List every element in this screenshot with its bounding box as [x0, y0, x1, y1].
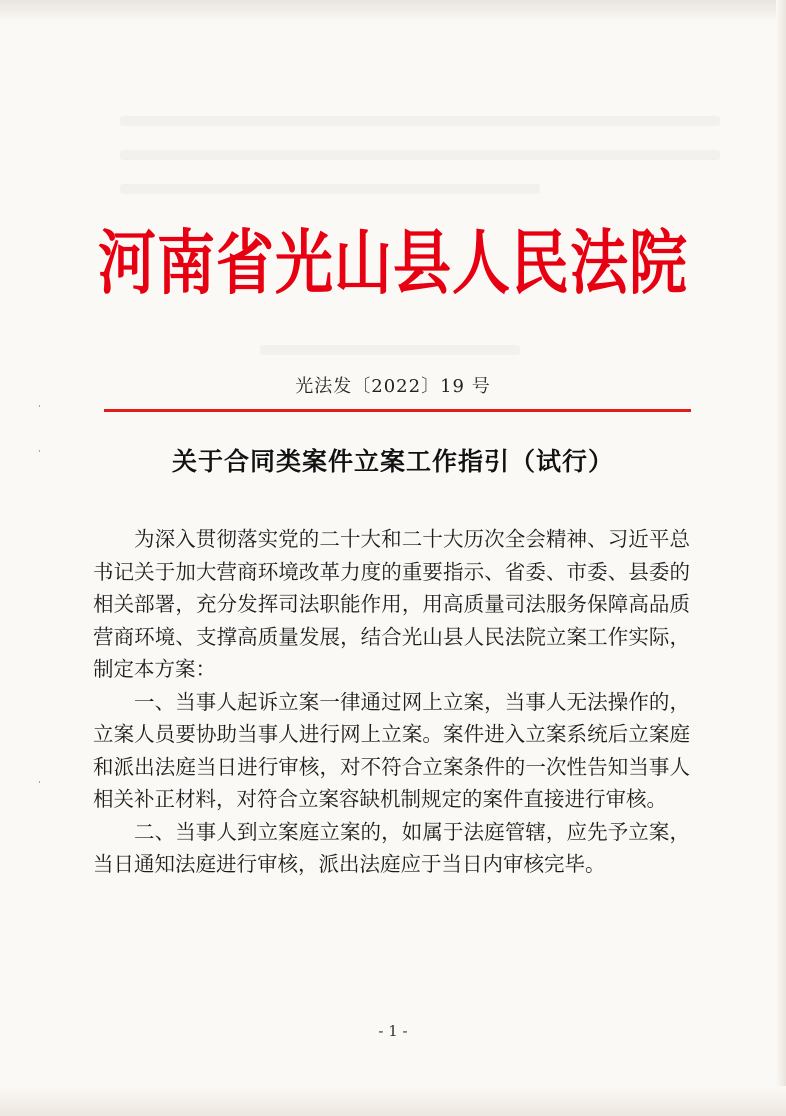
scan-edge-right — [776, 0, 786, 1116]
scan-edge-top — [0, 0, 786, 22]
margin-mark: · — [38, 402, 41, 412]
margin-mark: · — [38, 778, 41, 788]
bleed-through-line — [120, 184, 540, 194]
page-number: - 1 - — [378, 1022, 408, 1040]
body-paragraph-intro: 为深入贯彻落实党的二十大和二十大历次全会精神、习近平总书记关于加大营商环境改革力度的重要指示、省委、市委、县委的相关部署，充分发挥司法职能作用，用高质量司法服务保障高品质营商环境、支撑高质量发展，结合光山县人民法院立案工作实际，制定本方案： — [93, 527, 690, 681]
scan-edge-bottom — [0, 1086, 786, 1116]
bleed-through-line — [260, 345, 520, 355]
red-divider-rule — [104, 409, 691, 412]
body-paragraph-item-2: 二、当事人到立案庭立案的，如属于法庭管辖，应先予立案，当日通知法庭进行审核，派出法庭应于当日内审核完毕。 — [93, 819, 690, 876]
document-number: 光法发〔2022〕19 号 — [295, 376, 491, 397]
bleed-through-line — [120, 116, 720, 126]
document-body — [93, 523, 690, 881]
issuer-header: 河南省光山县人民法院 — [97, 222, 688, 304]
body-paragraph-item-1: 一、当事人起诉立案一律通过网上立案，当事人无法操作的，立案人员要协助当事人进行网上立案。案件进入立案系统后立案庭和派出法庭当日进行审核，对不符合立案条件的一次性告知当事人相关补正材料，对符合立案容缺机制规定的案件直接进行审核。 — [93, 689, 690, 811]
document-title: 关于合同类案件立案工作指引（试行） — [171, 447, 614, 476]
margin-mark: · — [38, 447, 41, 457]
bleed-through-line — [120, 150, 720, 160]
